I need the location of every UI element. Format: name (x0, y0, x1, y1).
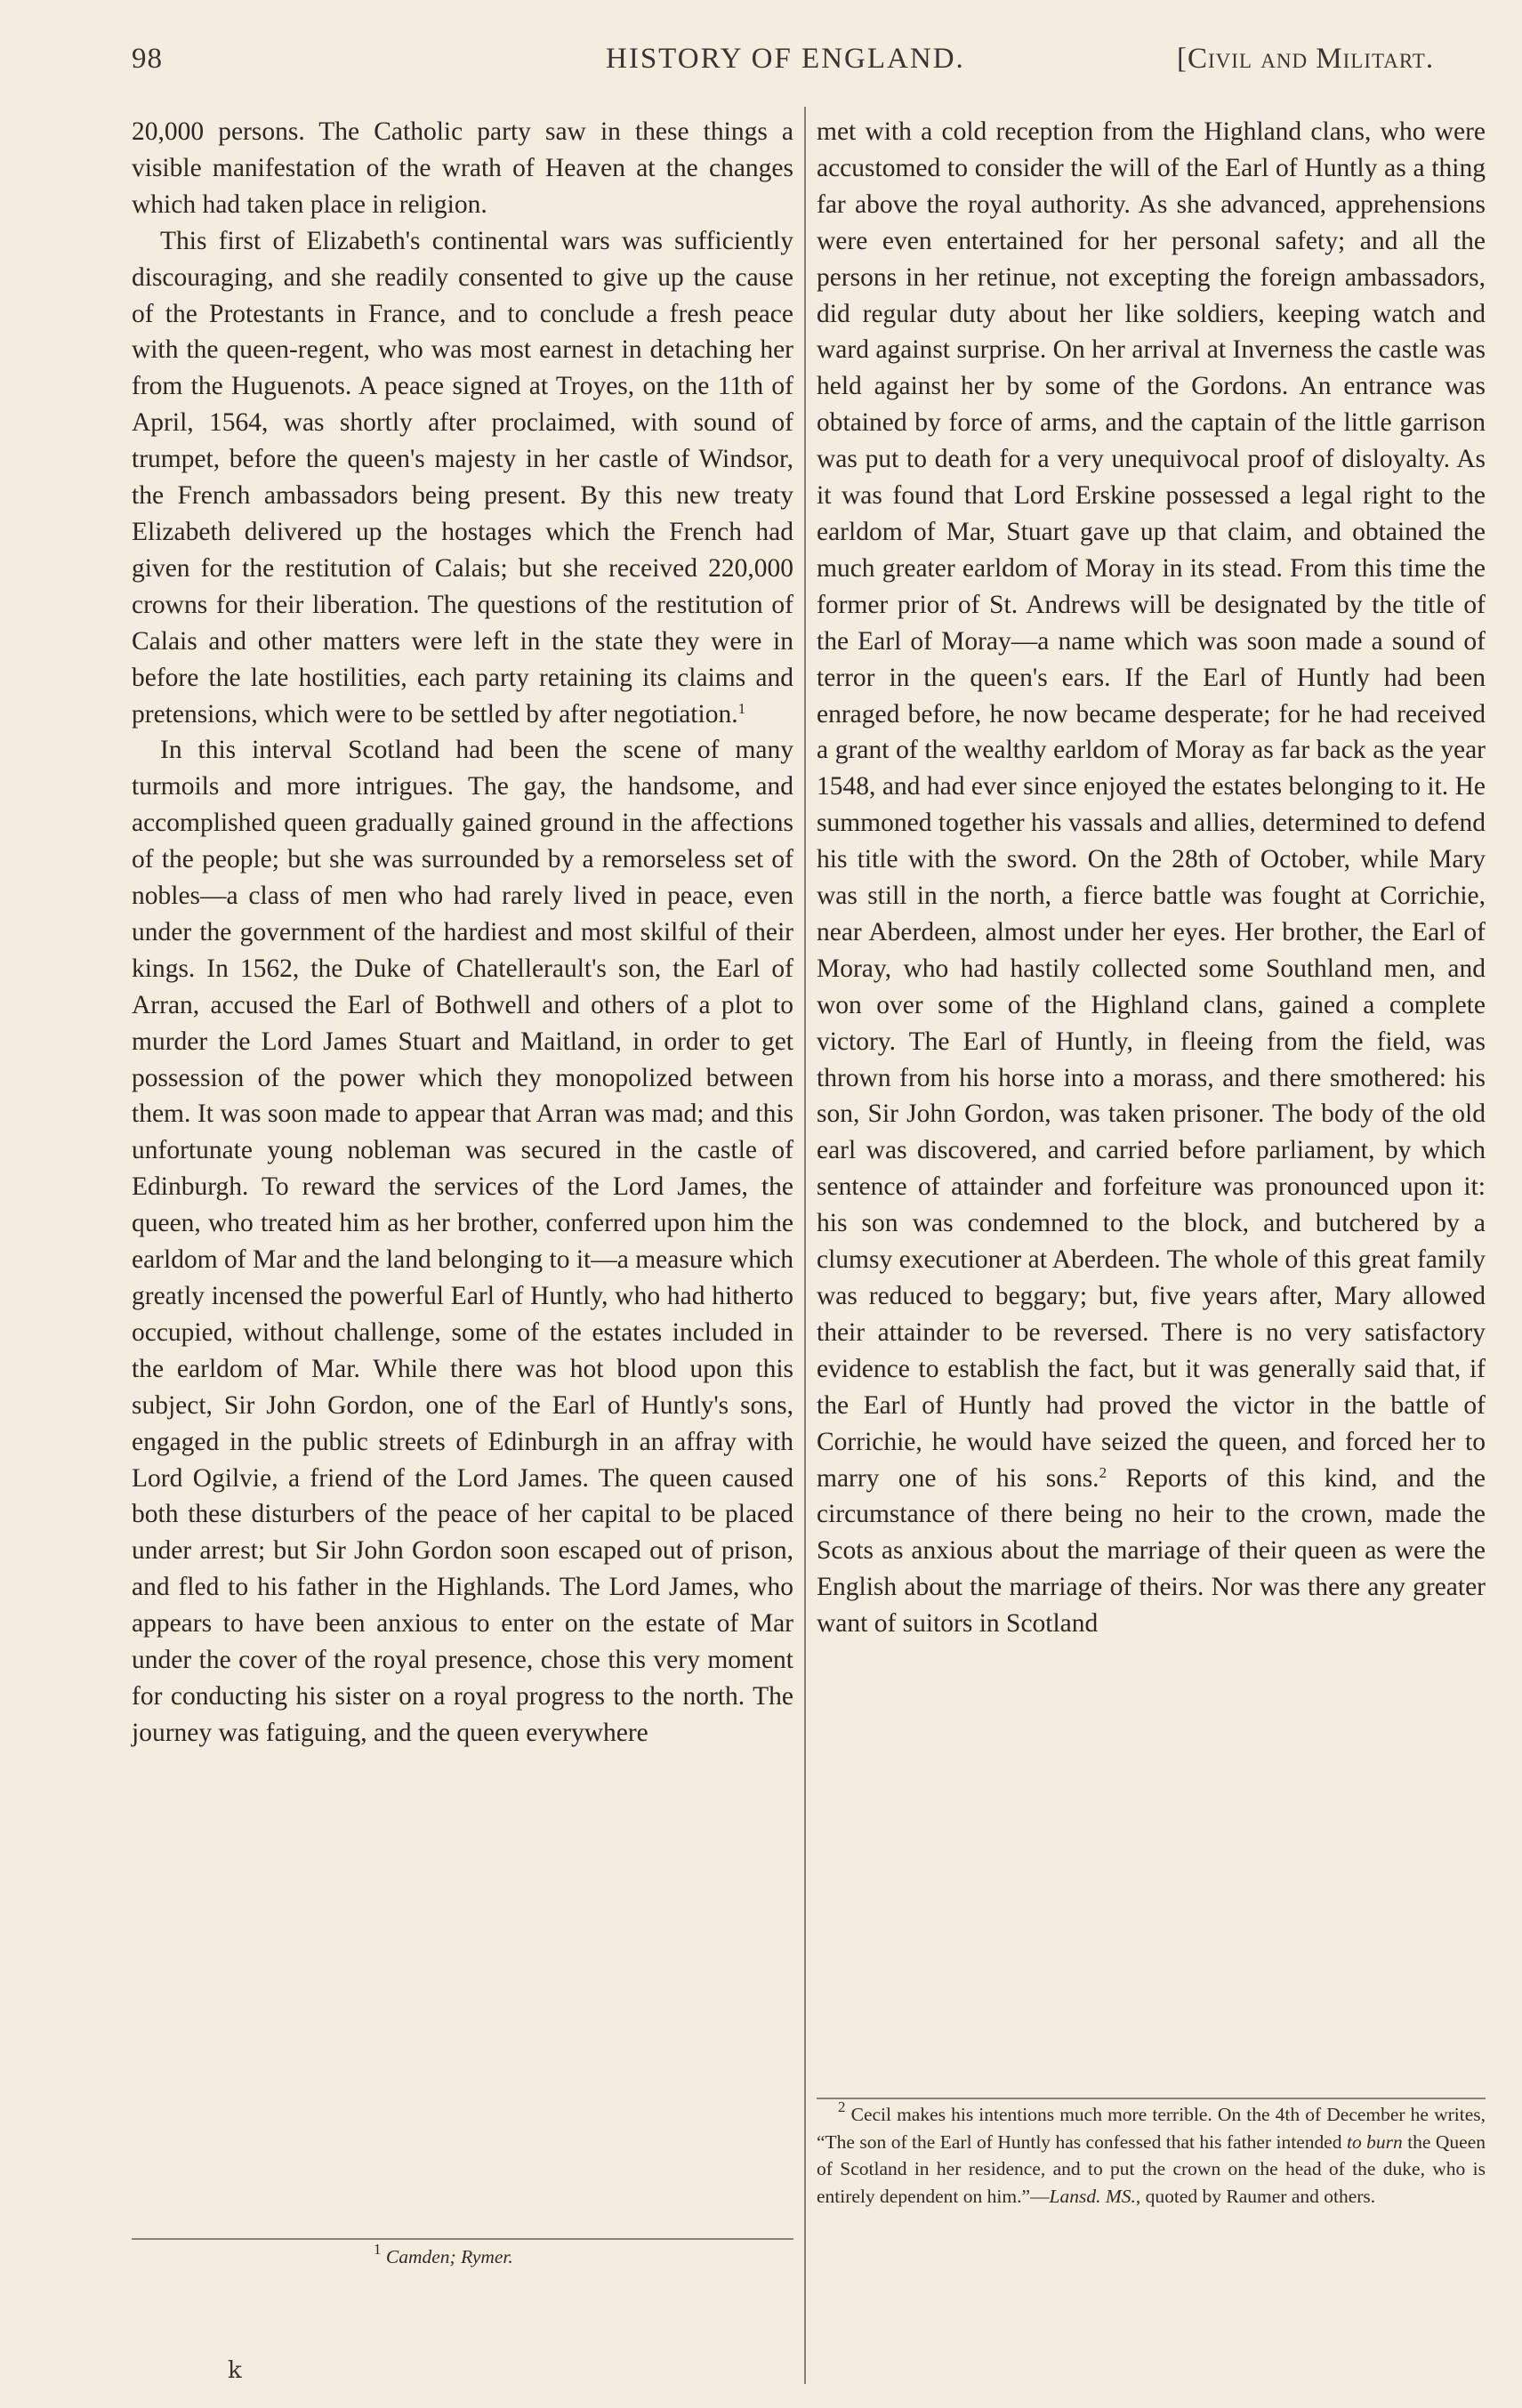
running-header (132, 43, 1504, 91)
paragraph: This first of Elizabeth's continental wars was sufficiently discouraging, and she readily consented to give up the cause of the Protestants in France, and to conclude a fresh peace with the queen-regent, who was most earnest in detaching her from the Huguenots. A peace signed at Troyes, on the 11th of April, 1564, was shortly after proclaimed, with sound of trumpet, before the queen's majesty in her castle of Windsor, the French ambassadors being present. By this new treaty Elizabeth delivered up the hostages which the French had given for the restitution of Calais; but she received 220,000 crowns for their liberation. The questions of the restitution of Calais and other matters were left in the state they were in before the late hostilities, each party retaining its claims and pretensions, which were to be settled by after negotiation.$^1$ (132, 226, 793, 729)
paragraph: In this interval Scotland had been the scene of many turmoils and more intrigues. The gay, the handsome, and accomplished queen gradually gained ground in the affections of the people; but she was surrounded by a remorseless set of nobles—a class of men who had rarely lived in peace, even under the government of the hardiest and most skilful of their kings. In 1562, the Duke of Chatellerault's son, the Earl of Arran, accused the Earl of Bothwell and others of a plot to murder the Lord James Stuart and Maitland, in order to get possession of the power which they monopolized between them. It was soon made to appear that Arran was mad; and this unfortunate young nobleman was secured in the castle of Edinburgh. To reward the services of the Lord James, the queen, who treated him as her brother, conferred upon him the earldom of Mar and the land belonging to it—a measure which greatly incensed the powerful Earl of Huntly, who had hitherto occupied, without challenge, some of the estates included in the earldom of Mar. While there was hot blood upon this subject, Sir John Gordon, one of the Earl of Huntly's sons, engaged in the public streets of Edinburgh in an affray with Lord Ogilvie, a friend of the Lord James. The queen caused both these disturbers of the peace of her capital to be placed under arrest; but Sir John Gordon soon escaped out of prison, and fled to his father in the Highlands. The Lord James, who appears to have been anxious to enter on the estate of Mar under the cover of the royal presence, chose this very moment for conducting his sister on a royal progress to the north. The journey was fatiguing, and the queen everywhere (132, 736, 793, 1747)
page-number: 98 (132, 43, 163, 75)
stray-ink-mark: k (228, 2357, 242, 2384)
column-divider (804, 107, 806, 2384)
left-column (132, 114, 793, 1752)
paragraph: 20,000 persons. The Catholic party saw in these things a visible manifestation of the wrath of Heaven at the changes which had taken place in religion. (132, 117, 793, 219)
book-title: HISTORY OF ENGLAND. (606, 43, 965, 75)
footnote-2: $^2$ Cecil makes his intentions much more terrible. On the 4th of December he writes, “The son of the Earl of Huntly has confessed that his father intended to burn the Queen of Scotland in her residence, and to put the crown on the head of the duke, who is entirely dependent on him.”—Lansd. MS., quoted by Raumer and others. (817, 2098, 1486, 2207)
paragraph: met with a cold reception from the Highland clans, who were accustomed to consider the will of the Earl of Huntly as a thing far above the royal authority. As she advanced, apprehensions were even entertained for her personal safety; and all the persons in her retinue, not excepting the foreign ambassadors, did regular duty about her like soldiers, keeping watch and ward against surprise. On her arrival at Inverness the castle was held against her by some of the Gordons. An entrance was obtained by force of arms, and the captain of the little garrison was put to death for a very unequivocal proof of disloyalty. As it was found that Lord Erskine possessed a legal right to the earldom of Mar, Stuart gave up that claim, and obtained the much greater earldom of Moray in its stead. From this time the former prior of St. Andrews will be designated by the title of the Earl of Moray—a name which was soon made a sound of terror in the queen's ears. If the Earl of Huntly had been enraged before, he now became desperate; for he had received a grant of the wealthy earldom of Moray as far back as the year 1548, and had ever since enjoyed the estates belonging to it. He summoned together his vassals and allies, determined to defend his title with the sword. On the 28th of October, while Mary was still in the north, a fierce battle was fought at Corrichie, near Aberdeen, almost under her eyes. Her brother, the Earl of Moray, who had hastily collected some Southland men, and won over some of the Highland clans, gained a complete victory. The Earl of Huntly, in fleeing from the field, was thrown from his horse into a morass, and there smothered: his son, Sir John Gordon, was taken prisoner. The body of the old earl was discovered, and carried before parliament, by which sentence of attainder and forfeiture was pronounced upon it: his son was condemned to the block, and butchered by a clumsy executioner at Aberdeen. The whole of this great family was reduced to beggary; but, five years after, Mary allowed their attainder to be reversed. There is no very satisfactory evidence to establish the fact, but it was generally said that, if the Earl of Huntly had proved the victor in the battle of Corrichie, he would have seized the queen, and forced her to marry one of his sons.$^2$ Reports of this kind, and the circumstance of there being no heir to the crown, made the Scots as anxious about the marriage of their queen as were the English about the marriage of theirs. Nor was there any greater want of suitors in Scotland (817, 117, 1486, 1639)
footnote-rule (132, 2238, 793, 2240)
footnote-ref: 2 (1099, 1463, 1107, 1481)
footnote-1: $^1$ Camden; Rymer. (374, 2241, 513, 2267)
section-title: [Civil and Militart. (1177, 43, 1435, 75)
footnote-rule (817, 2098, 1486, 2099)
footnote-ref: 1 (737, 699, 746, 717)
right-column (817, 114, 1486, 1642)
